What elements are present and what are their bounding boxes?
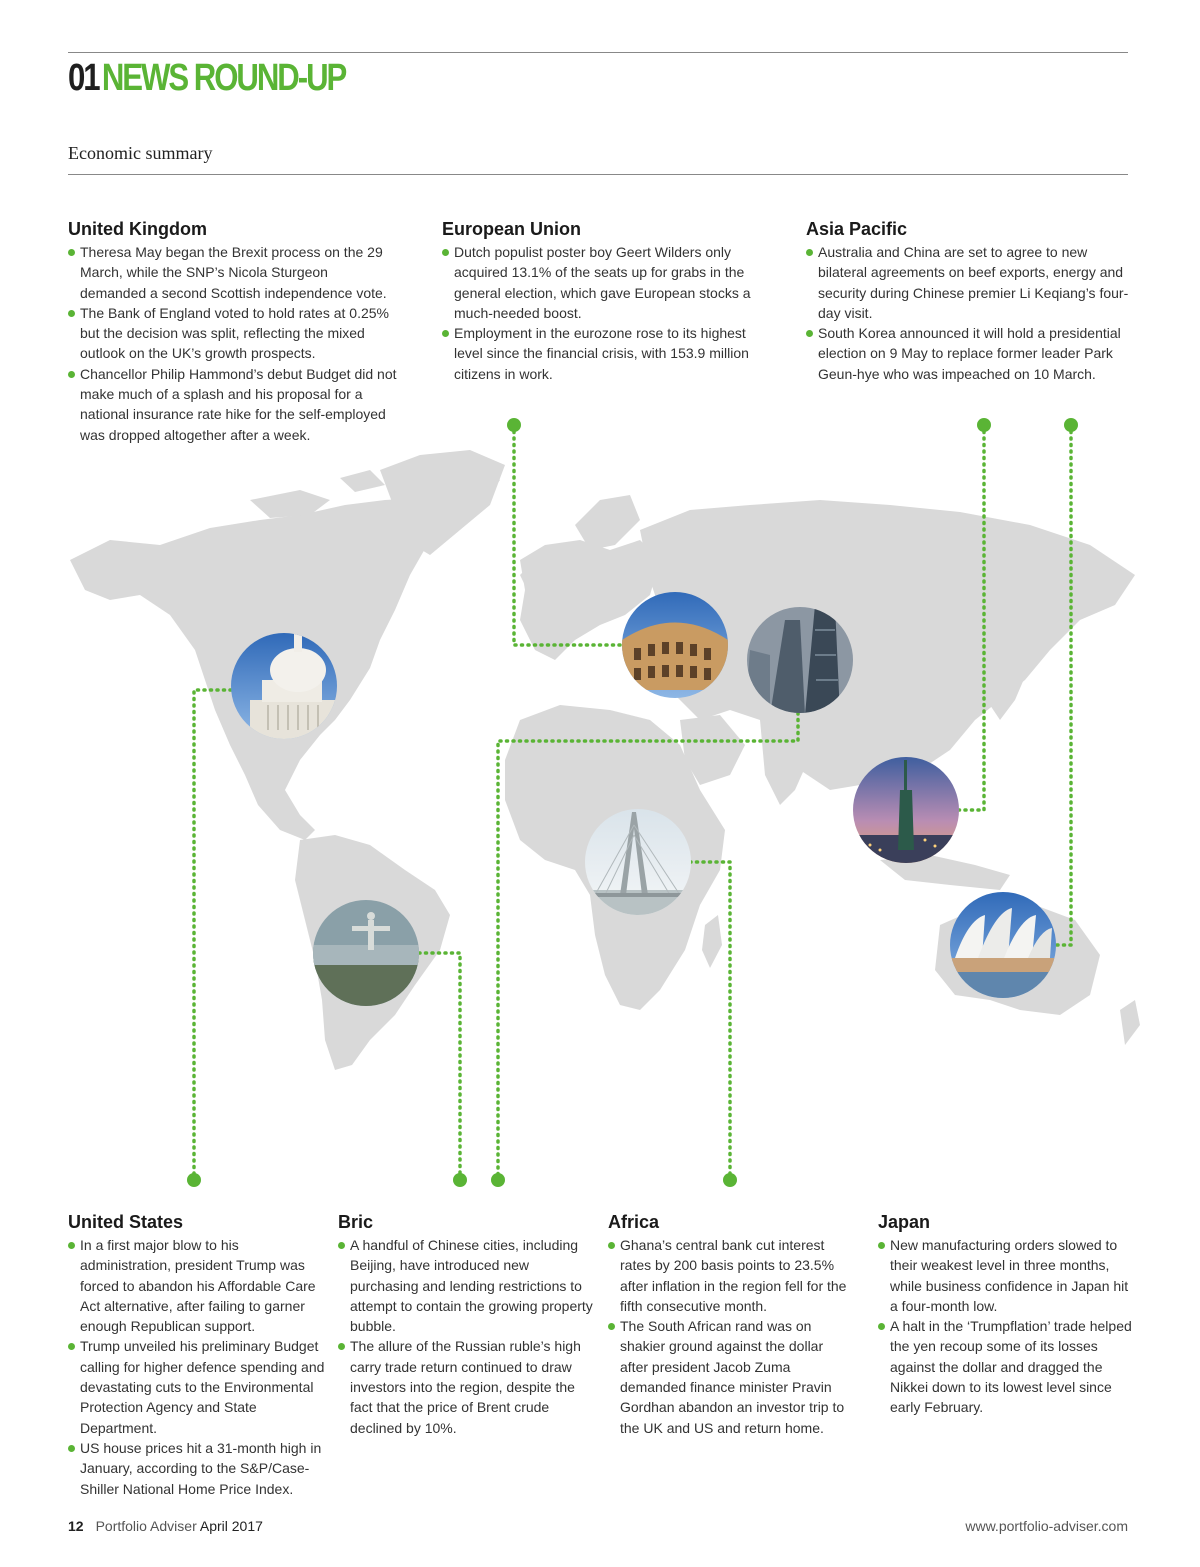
region-japan bbox=[878, 1211, 1134, 1418]
new-zealand-landmass bbox=[1120, 1000, 1140, 1045]
region-africa bbox=[608, 1211, 852, 1438]
india-landmass bbox=[760, 715, 815, 805]
bullet-list bbox=[68, 1235, 326, 1499]
publication-name: Portfolio Adviser bbox=[95, 1518, 197, 1534]
region-title: European Union bbox=[442, 219, 581, 239]
list-item: US house prices hit a 31-month high in January, according to the S&P/Case-Shiller National Home Price Index. bbox=[68, 1438, 326, 1499]
issue-date: April 2017 bbox=[199, 1518, 263, 1534]
list-item: Employment in the eurozone rose to its highest level since the financial crisis, with 153.9 million citizens in work. bbox=[442, 323, 762, 384]
bric-south-america-connector bbox=[419, 953, 460, 1180]
bullet-list bbox=[68, 242, 398, 445]
list-item: The South African rand was on shakier ground against the dollar after president Jacob Zuma demanded finance minister Pravin Gordhan abandon an investor trip to the UK and US and return home. bbox=[608, 1316, 852, 1438]
region-european-union bbox=[442, 218, 762, 384]
region-title: Africa bbox=[608, 1212, 660, 1232]
region-title: United Kingdom bbox=[68, 219, 207, 239]
bullet-list bbox=[338, 1235, 594, 1438]
us-connector bbox=[194, 690, 231, 1180]
region-title: United States bbox=[68, 1212, 184, 1232]
bullet-list bbox=[878, 1235, 1134, 1418]
list-item: In a first major blow to his administration, president Trump was forced to abandon his Affordable Care Act alternative, after failing to garner enough Republican support. bbox=[68, 1235, 326, 1336]
bullet-list bbox=[608, 1235, 852, 1438]
list-item: A handful of Chinese cities, including Beijing, have introduced new purchasing and lending restrictions to attempt to contain the growing property bubble. bbox=[338, 1235, 594, 1336]
section-title: NEWS ROUND-UP bbox=[101, 57, 346, 99]
list-item: Chancellor Philip Hammond’s debut Budget did not make much of a splash and his proposal for a national insurance rate hike for the self-employed was dropped altogether after a week. bbox=[68, 364, 398, 445]
page-subtitle: Economic summary bbox=[68, 143, 213, 163]
bullet-list bbox=[806, 242, 1132, 384]
region-united-kingdom bbox=[68, 218, 398, 445]
list-item: A halt in the ‘Trumpflation’ trade helped the yen recoup some of its losses against the dollar and dragged the Nikkei down to its lowest level since early February. bbox=[878, 1316, 1134, 1417]
list-item: Ghana’s central bank cut interest rates by 200 basis points to 23.5% after inflation in the region fell for the fifth consecutive month. bbox=[608, 1235, 852, 1316]
madagascar-landmass bbox=[702, 915, 722, 968]
section-number: 01 bbox=[68, 57, 99, 99]
region-title: Japan bbox=[878, 1212, 931, 1232]
page-number: 12 bbox=[68, 1518, 84, 1534]
region-title: Bric bbox=[338, 1212, 374, 1232]
website-url: www.portfolio-adviser.com bbox=[965, 1518, 1128, 1534]
region-title: Asia Pacific bbox=[806, 219, 908, 239]
region-bric bbox=[338, 1211, 594, 1438]
region-asia-pacific bbox=[806, 218, 1132, 384]
list-item: Trump unveiled his preliminary Budget calling for higher defence spending and devastating cuts to the Environmental Protection Agency and State Department. bbox=[68, 1336, 326, 1437]
region-united-states bbox=[68, 1211, 326, 1499]
list-item: South Korea announced it will hold a presidential election on 9 May to replace former leader Park Geun-hye who was impeached on 10 March. bbox=[806, 323, 1132, 384]
list-item: The allure of the Russian ruble’s high carry trade return continued to draw investors into the region, despite the fact that the price of Brent crude declined by 10%. bbox=[338, 1336, 594, 1437]
list-item: The Bank of England voted to hold rates at 0.25% but the decision was split, reflecting the mixed outlook on the UK’s growth prospects. bbox=[68, 303, 398, 364]
apac-australia-connector bbox=[1056, 425, 1071, 945]
bullet-list bbox=[442, 242, 762, 384]
list-item: Australia and China are set to agree to new bilateral agreements on beef exports, energy and security during Chinese premier Li Keqiang’s four-day visit. bbox=[806, 242, 1132, 323]
footer-left bbox=[68, 1518, 263, 1534]
list-item: Theresa May began the Brexit process on the 29 March, while the SNP’s Nicola Sturgeon demanded a second Scottish independence vote. bbox=[68, 242, 398, 303]
list-item: New manufacturing orders slowed to their weakest level in three months, while business confidence in Japan hit a four-month low. bbox=[878, 1235, 1134, 1316]
list-item: Dutch populist poster boy Geert Wilders only acquired 13.1% of the seats up for grabs in the general election, which gave European stocks a much-needed boost. bbox=[442, 242, 762, 323]
